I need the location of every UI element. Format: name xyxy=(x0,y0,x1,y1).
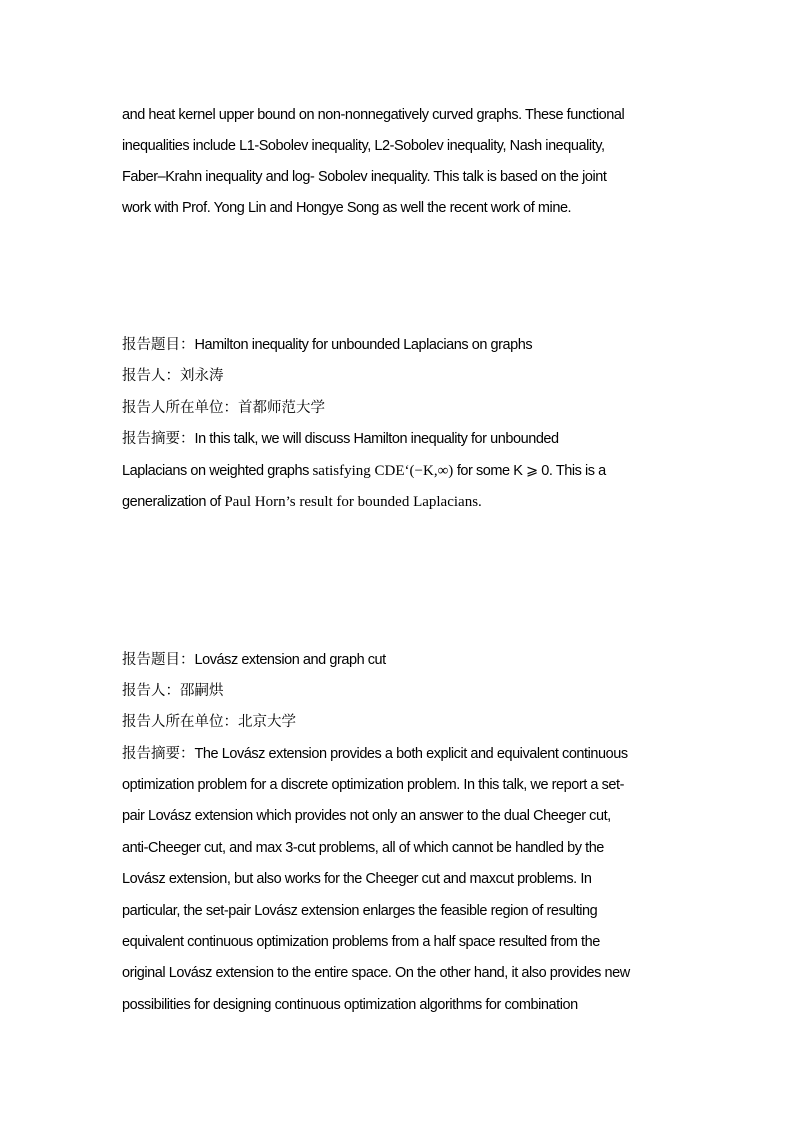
talk1-title-label: 报告题目： xyxy=(122,337,195,353)
intro-line-2: inequalities include L1-Sobolev inequality, L2-Sobolev inequality, Nash inequality, xyxy=(122,138,605,154)
talk2-abstract-line-7: equivalent continuous optimization problems from a half space resulted from the xyxy=(122,934,600,950)
talk1-title-line xyxy=(122,335,702,355)
talk2-affiliation-line xyxy=(122,712,702,732)
talk1-abstract-text: In this talk, we will discuss Hamilton inequality for unbounded xyxy=(194,431,559,447)
talk1-speaker: 刘永涛 xyxy=(180,368,224,384)
talk1-abstract-line-1 xyxy=(122,429,702,449)
talk2-affiliation-label: 报告人所在单位： xyxy=(122,714,238,730)
intro-line-1: and heat kernel upper bound on non-nonnegatively curved graphs. These functional xyxy=(122,107,625,123)
talk2-abstract-line-2: optimization problem for a discrete optimization problem. In this talk, we report a set- xyxy=(122,777,624,793)
talk1-title: Hamilton inequality for unbounded Laplacians on graphs xyxy=(194,337,533,353)
talk2-abstract-text: The Lovász extension provides a both explicit and equivalent continuous xyxy=(194,746,628,762)
talk2-abstract-line-8: original Lovász extension to the entire space. On the other hand, it also provides new xyxy=(122,965,630,981)
talk2-abstract-line-5: Lovász extension, but also works for the Cheeger cut and maxcut problems. In xyxy=(122,871,592,887)
talk2-abstract-line-4: anti-Cheeger cut, and max 3-cut problems, all of which cannot be handled by the xyxy=(122,840,604,856)
talk2-abstract-line-6: particular, the set-pair Lovász extension enlarges the feasible region of resulting xyxy=(122,903,598,919)
talk1-affiliation-line xyxy=(122,398,702,418)
talk1-abstract-text: Paul Horn’s result for bounded Laplacians. xyxy=(224,494,482,510)
talk2-title-label: 报告题目： xyxy=(122,652,195,668)
talk1-speaker-label: 报告人： xyxy=(122,368,180,384)
talk2-abstract-line-1 xyxy=(122,744,702,764)
talk2-speaker-label: 报告人： xyxy=(122,683,180,699)
talk1-affiliation-label: 报告人所在单位： xyxy=(122,400,238,416)
talk2-speaker-line xyxy=(122,681,702,701)
talk1-abstract-line-3 xyxy=(122,492,702,512)
talk1-abstract-line-2 xyxy=(122,461,702,481)
talk2-title: Lovász extension and graph cut xyxy=(194,652,386,668)
talk1-abstract-text: generalization of xyxy=(122,494,225,510)
talk1-abstract-text: for some K ⩾ 0. This is a xyxy=(453,463,606,479)
intro-line-4: work with Prof. Yong Lin and Hongye Song as well the recent work of mine. xyxy=(122,200,572,216)
talk2-abstract-label: 报告摘要： xyxy=(122,746,195,762)
talk2-abstract-line-3: pair Lovász extension which provides not only an answer to the dual Cheeger cut, xyxy=(122,808,611,824)
talk1-speaker-line xyxy=(122,366,702,386)
talk1-abstract-formula: satisfying CDE‘(−K,∞) xyxy=(312,463,454,479)
talk2-title-line xyxy=(122,650,702,670)
talk1-affiliation: 首都师范大学 xyxy=(238,400,325,416)
intro-line-3: Faber–Krahn inequality and log- Sobolev inequality. This talk is based on the joint xyxy=(122,169,607,185)
talk1-abstract-text: Laplacians on weighted graphs xyxy=(122,463,313,479)
talk1-abstract-label: 报告摘要： xyxy=(122,431,195,447)
talk2-abstract-line-9: possibilities for designing continuous optimization algorithms for combination xyxy=(122,997,578,1013)
talk2-affiliation: 北京大学 xyxy=(238,714,296,730)
talk2-speaker: 邵嗣烘 xyxy=(180,683,224,699)
